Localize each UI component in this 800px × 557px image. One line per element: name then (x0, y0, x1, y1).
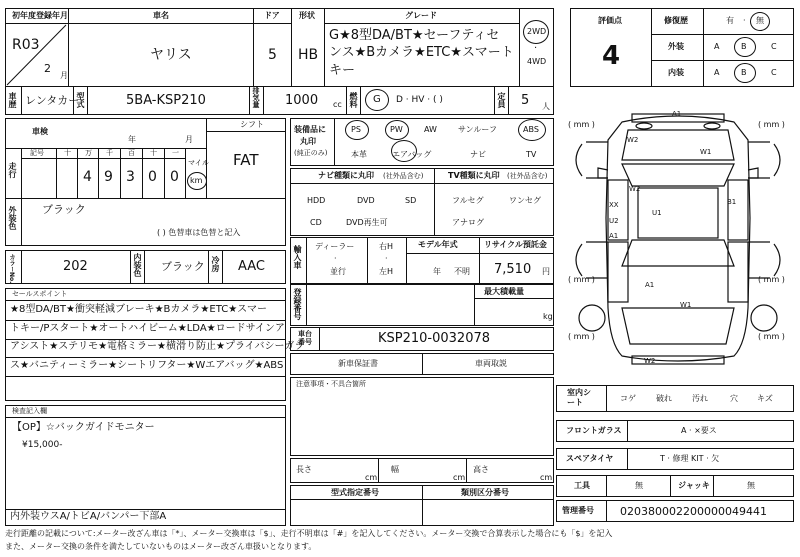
mark-right-b1: B1 (727, 198, 737, 206)
tv-note: (社外品含む) (507, 172, 548, 180)
recycle-value: 7,510 (494, 262, 532, 277)
tread-rl: ( mm ) (568, 275, 595, 284)
tv-fullseg: フルセグ (452, 196, 484, 205)
color-repaint-note: ( ) 色替車は色替と記入 (157, 228, 241, 237)
vehicle-manual: 車両取説 (475, 359, 507, 368)
width-label: 幅 (391, 465, 399, 474)
model-label: 型式 (76, 92, 85, 108)
tread-rr: ( mm ) (758, 275, 785, 284)
repair-yes: 有 (726, 16, 734, 25)
color-no-value: 202 (63, 259, 88, 274)
inspection-year: 年 (128, 135, 136, 144)
displacement-value: 1000 (285, 93, 319, 108)
sales-points-label: セールスポイント (12, 290, 68, 298)
model-year-year: 年 (433, 267, 441, 276)
notes-box (290, 377, 554, 456)
first-reg-label: 初年度登録年月 (12, 11, 68, 20)
notes-label: 注意事項・不具合箇所 (296, 380, 366, 388)
category-label: 車歴 (8, 92, 17, 108)
digit-label-1: 万 (85, 149, 92, 157)
grade-line-3: キー (329, 63, 356, 78)
tv-analog: アナログ (452, 218, 484, 227)
jack-label: ジャッキ (678, 481, 710, 490)
equip-ps: PS (351, 125, 361, 134)
mark-roof-u1: U1 (652, 209, 662, 217)
drive-4wd: 4WD (527, 57, 547, 66)
tv-oneseg: ワンセグ (509, 196, 541, 205)
mark-rear-a1: A1 (645, 281, 655, 289)
footer-line-1: 走行距離の記載について:メーター改ざん車は「*」、メーター交換車は「$」、走行不明車は「#」を記入してください。メーター交換で合算表示した場合にも「$」を記入 (5, 529, 613, 538)
length-cm: cm (365, 473, 378, 482)
score-value: 4 (602, 41, 621, 71)
digit-label-5: 一 (172, 149, 179, 157)
footer-line-2: また、メーター交換の条件を満たしていないものはメーター改ざん車扱いとなります。 (5, 542, 317, 551)
car-damage-diagram (564, 108, 792, 370)
drive-dot: · (534, 43, 538, 54)
grade-label: グレード (405, 11, 437, 20)
recycle-label: リサイクル預託金 (484, 240, 547, 249)
interior-b: B (741, 68, 747, 77)
mark-hood-w1: W1 (700, 148, 712, 156)
ac-value: AAC (238, 259, 265, 274)
inspector-label: 検査記入欄 (12, 407, 47, 415)
mile-label: マイル (188, 159, 209, 167)
category-value: レンタカー (25, 94, 80, 107)
seat-ana: 穴 (730, 394, 738, 403)
interior-a: A (714, 68, 720, 77)
mark-trunk-w1: W1 (680, 301, 692, 309)
equipment-label-3: (純正のみ) (294, 149, 328, 157)
width-cm: cm (453, 473, 466, 482)
color-value: ブラック (42, 203, 86, 216)
import-label: 輸入車 (293, 245, 302, 269)
length-label: 長さ (296, 465, 312, 474)
navi-cd: CD (310, 218, 322, 227)
exterior-a: A (714, 42, 720, 51)
shape-label: 形状 (299, 11, 315, 20)
doors-value: 5 (268, 47, 277, 63)
interior-label: 内装 (668, 68, 684, 77)
mgmt-value: 020380002200000049441 (620, 505, 767, 518)
km-label: km (190, 176, 203, 185)
shift-value: FAT (233, 151, 259, 169)
tread-spare-l: ( mm ) (568, 332, 595, 341)
tread-fl: ( mm ) (568, 120, 595, 129)
tools-jack-box (556, 475, 794, 497)
equip-abs: ABS (523, 125, 539, 134)
shift-label: シフト (240, 120, 264, 129)
car-name-label: 車名 (153, 11, 169, 20)
capacity-unit: 人 (542, 102, 550, 111)
equip-aw: AW (424, 125, 437, 134)
sales-point-line-2: トキー/Pスタート★オートハイビーム★LDA★ロードサインア (10, 323, 285, 334)
digit-value-5: 0 (170, 169, 179, 185)
date-divider-slash (5, 23, 68, 87)
doors-label: ドア (264, 11, 280, 20)
sales-point-line-1: ★8型DA/BT★衝突軽減ブレーキ★Bカメラ★ETC★スマー (10, 304, 267, 315)
tread-spare-r: ( mm ) (758, 332, 785, 341)
front-glass-label: フロントガラス (566, 426, 622, 435)
interior-color-value: ブラック (161, 260, 205, 273)
digit-value-1: 4 (83, 169, 92, 185)
grade-line-2: ンス★Bカメラ★ETC★スマート (329, 45, 514, 60)
grade-line-1: G★8型DA/BT★セーフティセ (329, 28, 500, 43)
equipment-label-2: 丸印 (300, 137, 316, 146)
seat-koge: コゲ (620, 394, 636, 403)
seat-yabure: 破れ (656, 394, 672, 403)
import-right-h: 右H (379, 242, 394, 251)
chassis-value: KSP210-0032078 (378, 331, 491, 346)
color-no-label: カラーNo. (8, 254, 15, 284)
interior-color-label: 内装色 (133, 253, 142, 277)
fuel-options: D · HV · ( ) (396, 95, 443, 105)
import-left-h: 左H (379, 267, 394, 276)
seat-yogore: 汚れ (692, 394, 708, 403)
ac-label: 冷房 (211, 256, 220, 272)
spare-value: T · 修理 KIT · 欠 (660, 454, 720, 463)
record-label: 記号 (30, 149, 44, 157)
height-label: 高さ (473, 465, 489, 474)
exterior-label: 外装 (668, 42, 684, 51)
model-year-label: モデル年式 (418, 240, 458, 249)
recycle-unit: 円 (542, 267, 550, 276)
type-no-label: 型式指定番号 (331, 488, 379, 497)
equip-sunroof: サンルーフ (458, 125, 497, 134)
chassis-label: 車台番号 (298, 330, 312, 346)
drive-2wd: 2WD (527, 27, 547, 36)
tools-value: 無 (635, 481, 643, 490)
car-name: ヤリス (150, 47, 192, 63)
inspection-label: 車検 (32, 127, 48, 136)
navi-hdd: HDD (307, 196, 326, 205)
mileage-label: 走行 (8, 162, 17, 178)
digit-label-2: 千 (106, 149, 113, 157)
digit-label-4: 十 (150, 149, 157, 157)
import-parallel: 並行 (330, 267, 346, 276)
navi-note: (社外品含む) (383, 172, 424, 180)
displacement-label: 排気量 (252, 87, 260, 108)
tv-label: TV種類に丸印 (448, 171, 500, 180)
capacity-value: 5 (521, 93, 530, 108)
capacity-label: 定員 (497, 92, 506, 108)
mgmt-label: 管理番号 (562, 506, 594, 515)
equip-tv: TV (526, 150, 537, 159)
equip-pw: PW (390, 125, 403, 134)
registration-label: 登録番号 (293, 288, 302, 320)
tread-fr: ( mm ) (758, 120, 785, 129)
max-load-label: 最大積載量 (484, 287, 524, 296)
jack-value: 無 (747, 481, 755, 490)
new-car-warranty: 新車保証書 (338, 359, 378, 368)
inspector-price: ¥15,000- (22, 440, 63, 450)
exterior-b: B (741, 42, 747, 51)
dimensions-box (290, 458, 554, 483)
model-value: 5BA-KSP210 (126, 93, 206, 108)
mark-front-a1: A1 (672, 110, 682, 118)
navi-dvd: DVD (357, 196, 375, 205)
mark-left-a1: A1 (609, 232, 619, 240)
digit-value-2: 9 (104, 169, 113, 185)
cc-unit: cc (333, 100, 342, 109)
navi-sd: SD (405, 196, 417, 205)
sales-point-line-3: アシスト★ステリモ★電格ミラー★横滑り防止★プライバシーガラ (10, 341, 305, 352)
mark-left-w2: W2 (629, 185, 641, 193)
max-load-kg: kg (543, 312, 553, 321)
class-no-label: 類別区分番号 (461, 488, 509, 497)
score-label: 評価点 (598, 16, 622, 25)
digit-label-0: 十 (64, 149, 71, 157)
navi-dvd-play: DVD再生可 (346, 218, 388, 227)
mark-rear-w2: W2 (644, 357, 656, 365)
equip-leather: 本革 (351, 150, 367, 159)
mark-left-front-w2: W2 (627, 136, 639, 144)
equip-navi: ナビ (470, 150, 486, 159)
front-glass-value: A · ×要ス (681, 426, 717, 435)
shape-value: HB (298, 47, 319, 63)
import-dot-2: · (385, 254, 388, 263)
inspector-bottom: 内外装ウスA/トビA/バンパー下部A (10, 511, 167, 522)
import-dealer: ディーラー (315, 242, 355, 251)
first-reg-era: R03 (12, 37, 40, 53)
first-reg-month: 2 (44, 62, 51, 75)
repair-sep: · (743, 16, 746, 25)
interior-c: C (771, 68, 777, 77)
inspector-option: 【OP】☆バックガイドモニター (12, 422, 155, 433)
equip-airbag: エアバッグ (392, 150, 432, 159)
mark-left-u2: U2 (609, 217, 619, 225)
digit-value-3: 3 (126, 169, 135, 185)
model-year-unknown: 不明 (454, 267, 470, 276)
navi-label: ナビ種類に丸印 (318, 171, 374, 180)
inspection-month: 月 (185, 135, 193, 144)
digit-label-3: 百 (128, 149, 135, 157)
seat-kizu: キズ (757, 394, 773, 403)
fuel-label: 燃料 (349, 92, 358, 108)
digit-value-4: 0 (148, 169, 157, 185)
mark-left-xx: XX (609, 201, 619, 209)
tools-label: 工具 (574, 481, 590, 490)
month-unit: 月 (60, 71, 68, 80)
height-cm: cm (540, 473, 553, 482)
sales-point-line-4: ス★バニティーミラー★シートリフター★Wエアバッグ★ABS (10, 360, 284, 371)
spare-label: スペアタイヤ (566, 454, 614, 463)
import-dot-1: · (334, 254, 337, 263)
fuel-g: G (373, 94, 381, 105)
color-label: 外装色 (8, 206, 17, 230)
repair-label: 修復歴 (664, 16, 688, 25)
seat-label: 室内シート (567, 388, 591, 407)
repair-no: 無 (756, 16, 764, 25)
equipment-label-1: 装備品に (294, 125, 326, 134)
exterior-c: C (771, 42, 777, 51)
